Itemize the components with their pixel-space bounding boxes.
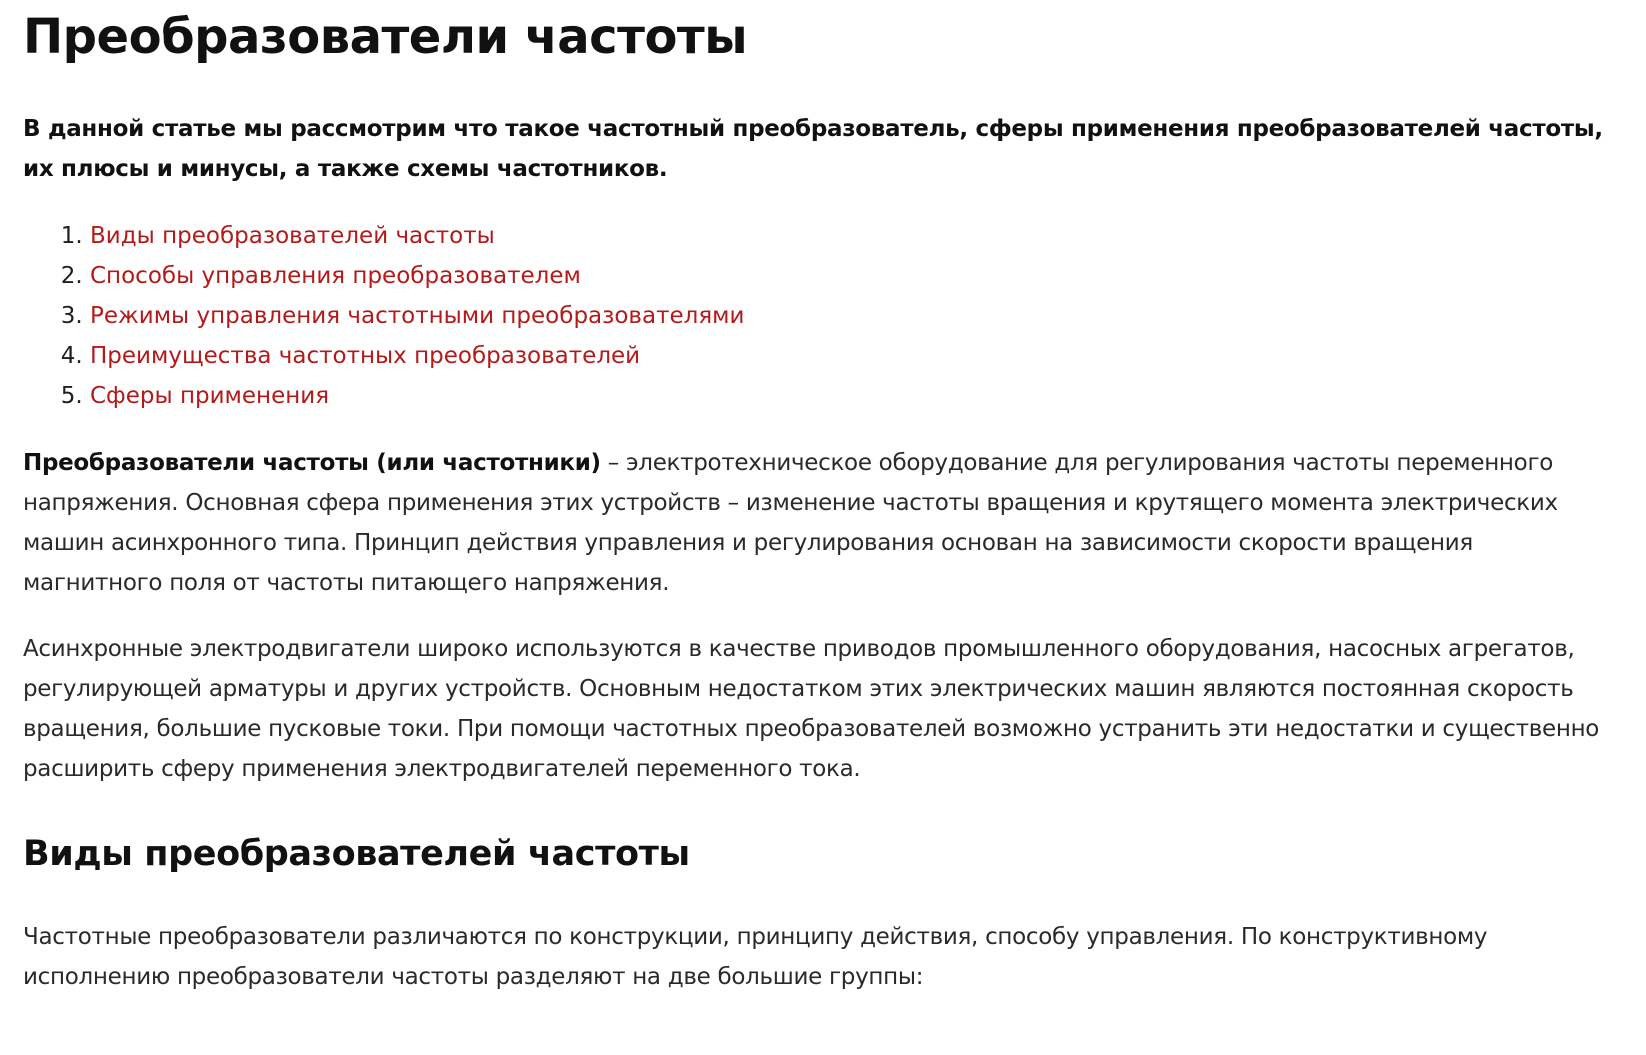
toc-item bbox=[90, 296, 1613, 336]
paragraph-definition bbox=[23, 443, 1613, 603]
definition-term: Преобразователи частоты (или частотники) bbox=[23, 450, 601, 476]
paragraph-types-intro: Частотные преобразователи различаются по конструкции, принципу действия, способу управления. По конструктивному исполнению преобразователи частоты разделяют на две большие группы: bbox=[23, 924, 1488, 990]
toc-link-applications[interactable]: Сферы применения bbox=[90, 383, 330, 409]
toc-link-control-methods[interactable]: Способы управления преобразователем bbox=[90, 263, 581, 289]
article-lead: В данной статье мы рассмотрим что такое частотный преобразователь, сферы применения преобразователей частоты, их плюсы и минусы, а также схемы частотников. bbox=[23, 116, 1603, 182]
section-title-types: Виды преобразователей частоты bbox=[23, 834, 690, 874]
toc-link-control-modes[interactable]: Режимы управления частотными преобразователями bbox=[90, 303, 745, 329]
toc-item bbox=[90, 256, 1613, 296]
toc-link-advantages[interactable]: Преимущества частотных преобразователей bbox=[90, 343, 641, 369]
toc-item bbox=[90, 216, 1613, 256]
toc-link-types[interactable]: Виды преобразователей частоты bbox=[90, 223, 495, 249]
paragraph-async-motors: Асинхронные электродвигатели широко используются в качестве приводов промышленного оборудования, насосных агрегатов, регулирующей арматуры и других устройств. Основным недостатком этих электрических машин являются постоянная скорость вращения, большие пусковые токи. При помощи частотных преобразователей возможно устранить эти недостатки и существенно расширить сферу применения электродвигателей переменного тока. bbox=[23, 636, 1600, 782]
page-title: Преобразователи частоты bbox=[23, 9, 748, 65]
article bbox=[23, 0, 1613, 997]
toc-item bbox=[90, 376, 1613, 416]
definition-text: – электротехническое оборудование для регулирования частоты переменного напряжения. Основная сфера применения этих устройств – изменение частоты вращения и крутящего момента электрических машин асинхронного типа. Принцип действия управления и регулирования основан на зависимости скорости вращения магнитного поля от частоты питающего напряжения. bbox=[23, 450, 1558, 596]
table-of-contents bbox=[23, 216, 1613, 416]
toc-item bbox=[90, 336, 1613, 376]
